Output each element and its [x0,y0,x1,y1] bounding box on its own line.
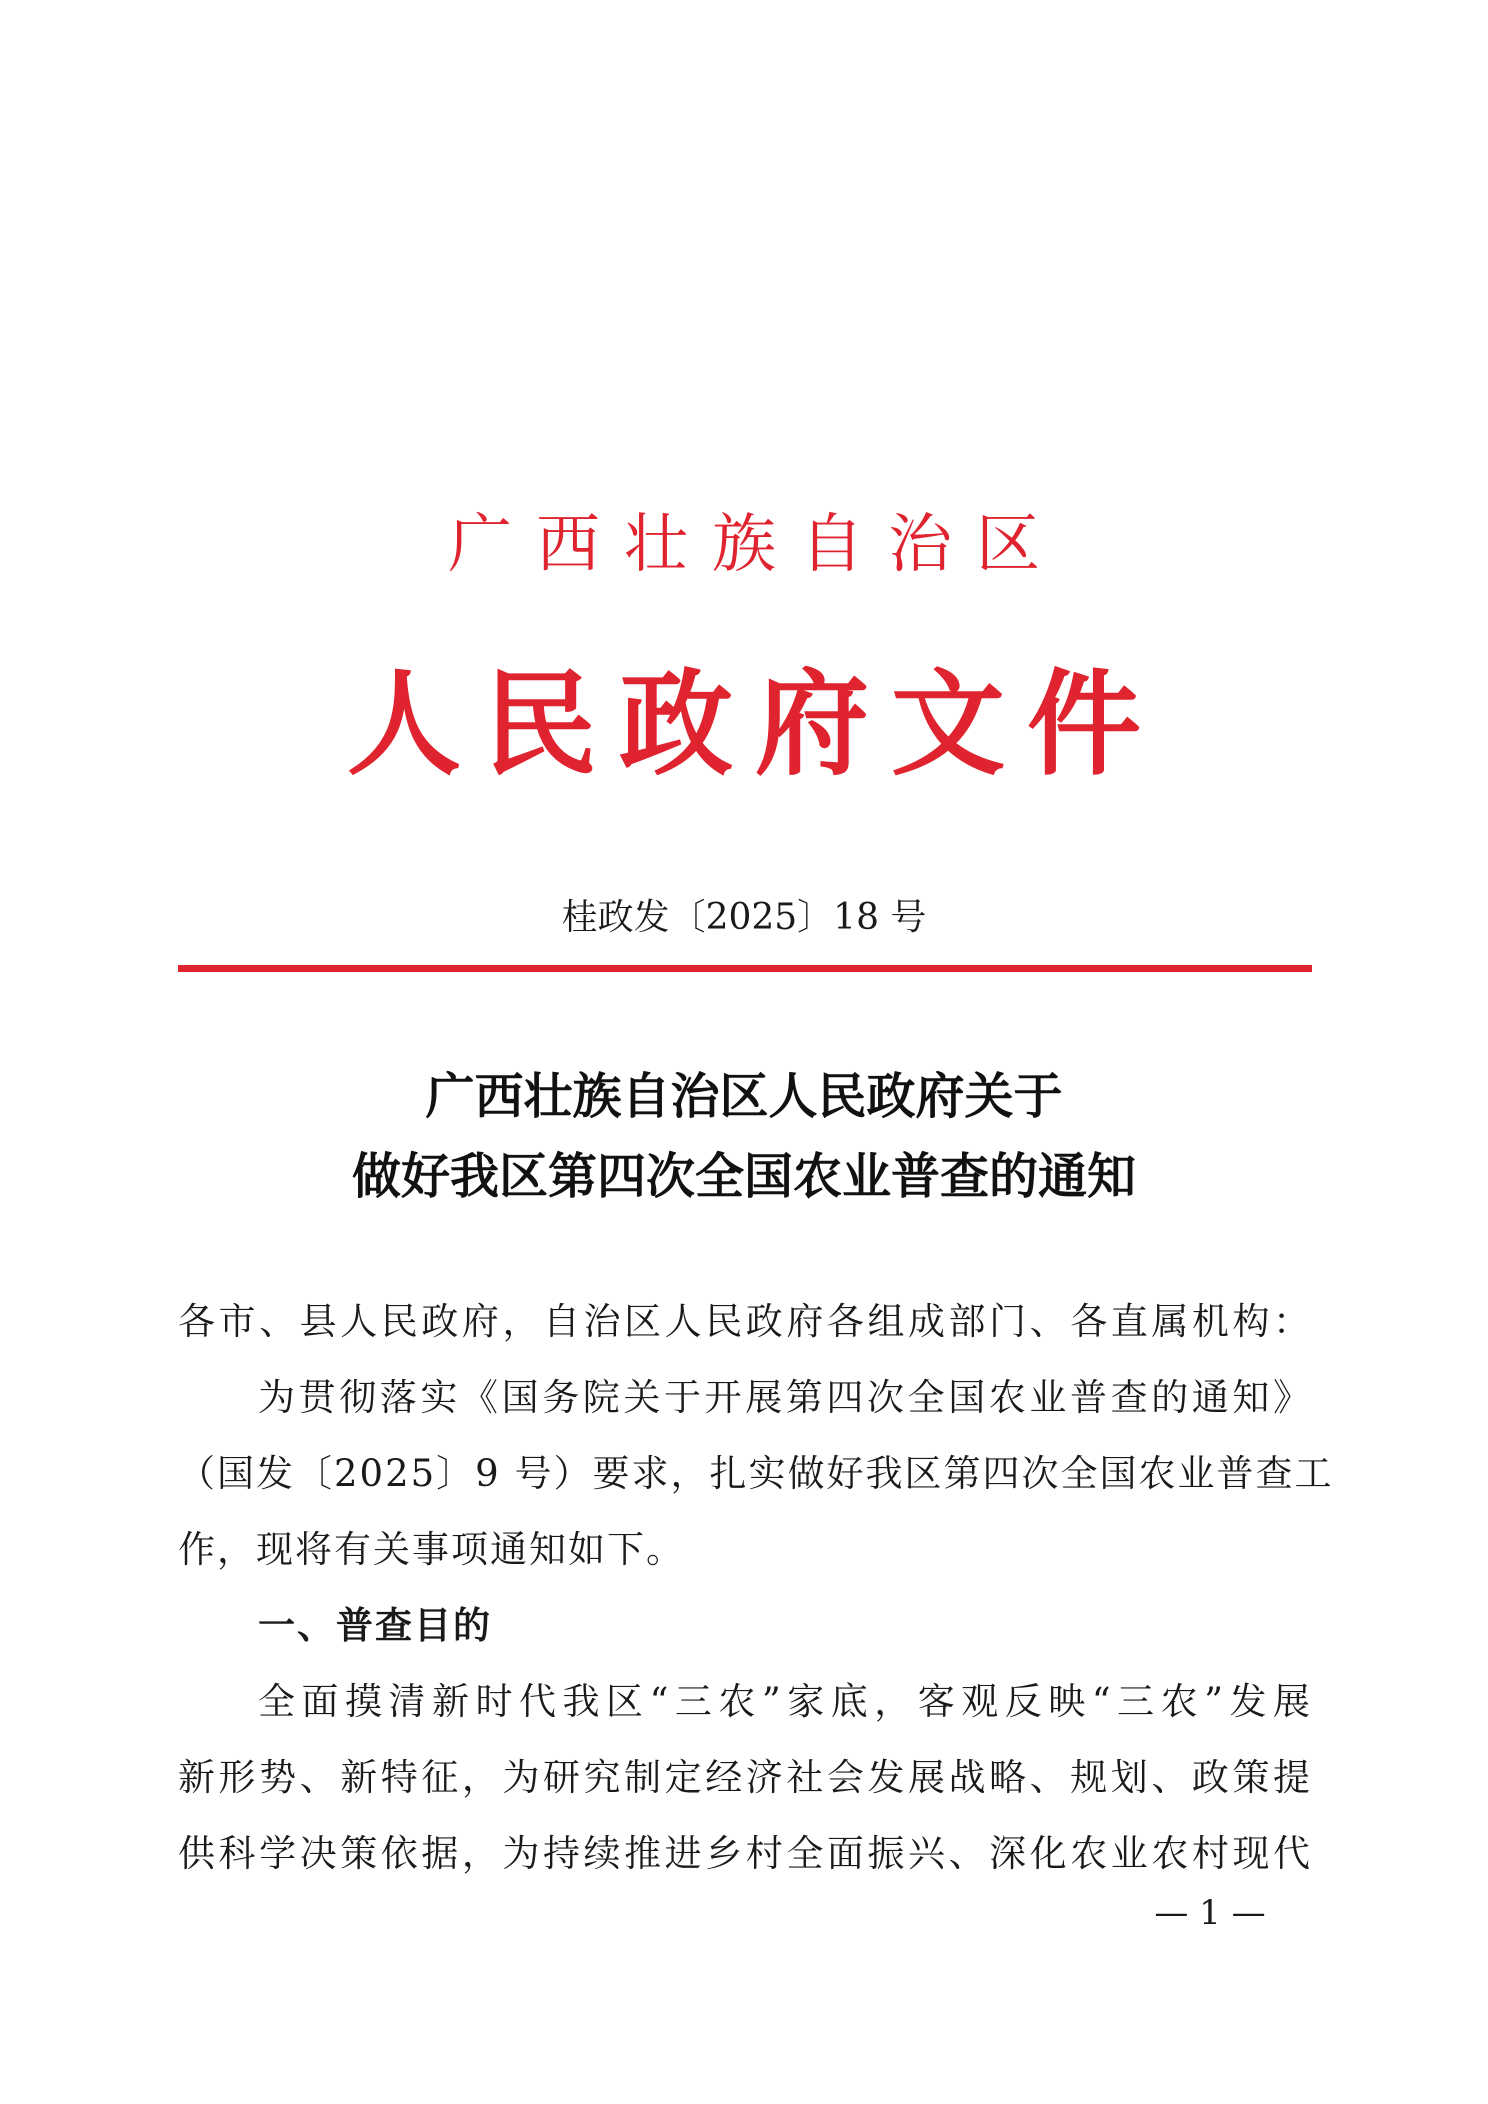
section-paragraph-line: 供科学决策依据，为持续推进乡村全面振兴、深化农业农村现代 [178,1832,1312,1875]
issuing-authority-line1: 广西壮族自治区 [448,508,1064,582]
document-title-line2: 做好我区第四次全国农业普查的通知 [351,1148,1136,1205]
intro-paragraph-line: （国发〔2025〕9 号）要求，扎实做好我区第四次全国农业普查工 [178,1452,1334,1495]
page-number: — 1 — [1154,1893,1266,1933]
intro-paragraph-line: 作，现将有关事项通知如下。 [178,1528,685,1571]
document-number: 桂政发〔2025〕18 号 [561,897,927,938]
salutation: 各市、县人民政府，自治区人民政府各组成部门、各直属机构： [178,1300,1312,1343]
document-title-line1: 广西壮族自治区人民政府关于 [425,1068,1063,1125]
issuing-authority-line2: 人民政府文件 [346,658,1163,791]
section-heading: 一、普查目的 [258,1604,492,1647]
section-paragraph-line: 全面摸清新时代我区“三农”家底，客观反映“三农”发展 [258,1680,1312,1723]
red-header-rule [178,965,1312,972]
section-paragraph-line: 新形势、新特征，为研究制定经济社会发展战略、规划、政策提 [178,1756,1312,1799]
intro-paragraph-line: 为贯彻落实《国务院关于开展第四次全国农业普查的通知》 [258,1376,1312,1419]
